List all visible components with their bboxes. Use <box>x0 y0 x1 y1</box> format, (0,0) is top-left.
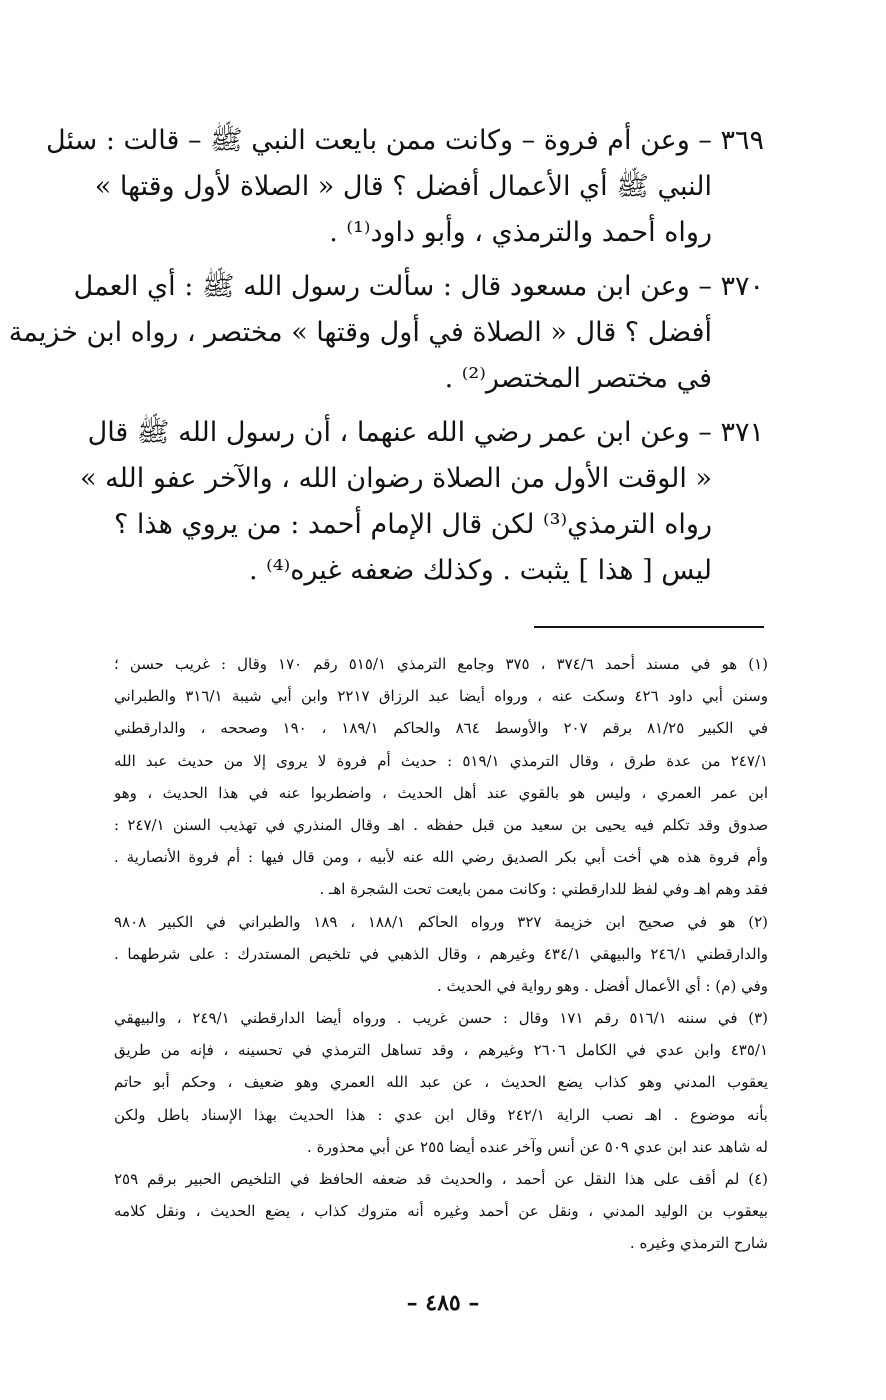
footnote-line: والدارقطني ٢٤٦/١ والبيهقي ٤٣٤/١ وغيرهم ، وقال الذهبي في تلخيص المستدرك : على شرطهما . <box>114 944 768 963</box>
footnotes <box>114 648 768 1260</box>
footnote-line: وسنن أبي داود ٤٢٦ وسكت عنه ، ورواه أيضا عبد الرزاق ٢٢١٧ وابن أبي شيبة ٣١٦/١ والطبراني <box>114 687 768 706</box>
hadith-line: النبي ﷺ أي الأعمال أفضل ؟ قال « الصلاة لأول وقتها » <box>94 171 712 202</box>
hadith-line: ٣٧٠ – وعن ابن مسعود قال : سألت رسول الله ﷺ : أي العمل <box>73 271 764 302</box>
footnote-1 <box>114 648 768 906</box>
footnote-line: له شاهد عند ابن عدي ٥٠٩ عن أنس وآخر عنده أيضا ٢٥٥ عن أبي محذورة . <box>307 1137 768 1156</box>
footnote-line: شارح الترمذي وغيره . <box>629 1234 768 1253</box>
footnote-line: (٣) في سننه ٥١٦/١ رقم ١٧١ وقال : حسن غريب . ورواه أيضا الدارقطني ٢٤٩/١ ، والبيهقي <box>114 1009 769 1028</box>
page-number: – ٤٨٥ – <box>406 1290 480 1316</box>
footnote-line: ٢٤٧/١ من عدة طرق ، وقال الترمذي ٥١٩/١ : حديث أم فروة لا يروى إلا من حديث عبد الله <box>114 751 769 770</box>
hadith-371 <box>80 410 764 594</box>
hadith-line: رواه أحمد والترمذي ، وأبو داود⁽¹⁾ . <box>329 217 712 248</box>
footnote-line: ابن عمر العمري ، وليس هو بالقوي عند أهل الحديث ، واضطربوا عنه في هذا الحديث ، وهو <box>114 783 768 802</box>
footnote-line: بيعقوب بن الوليد المدني ، ونقل عن أحمد وغيره أنه متروك كذاب ، يضع الحديث ، ونقل كلامه <box>114 1202 768 1221</box>
footnote-line: بأنه موضوع . اهـ نصب الراية ٢٤٢/١ وقال ابن عدي : هذا الحديث بهذا الإسناد باطل ولكن <box>114 1105 768 1124</box>
footnote-4 <box>114 1163 768 1260</box>
footnote-3 <box>114 1002 768 1163</box>
hadith-line: ٣٧١ – وعن ابن عمر رضي الله عنهما ، أن رسول الله ﷺ قال <box>87 417 764 448</box>
footnote-line: ٤٣٥/١ وابن عدي في الكامل ٢٦٠٦ وغيرهم ، وقد تساهل الترمذي في تحسينه ، فإنه من طريق <box>114 1041 768 1060</box>
hadith-section <box>8 118 764 602</box>
footnote-divider <box>534 626 764 628</box>
footnote-line: في الكبير ٨١/٢٥ برقم ٢٠٧ والأوسط ٨٦٤ والحاكم ١٨٩/١ ، ١٩٠ وصححه ، والدارقطني <box>114 719 768 738</box>
hadith-line: ليس [ هذا ] يثبت . وكذلك ضعفه غيره⁽⁴⁾ . <box>248 555 712 586</box>
footnote-line: (٢) هو في صحيح ابن خزيمة ٣٢٧ ورواه الحاكم ١٨٨/١ ، ١٨٩ والطبراني في الكبير ٩٨٠٨ <box>114 912 769 931</box>
footnote-line: يعقوب المدني وهو كذاب يضع الحديث ، عن عبد الله العمري وهو ضعيف ، وحكم أبو حاتم <box>114 1073 768 1092</box>
hadith-line: في مختصر المختصر⁽²⁾ . <box>444 363 712 394</box>
footnote-line: وأم فروة هذه هي أخت أبي بكر الصديق رضي الله عنه لأبيه ، ومن قال فيها : أم فروة الأنصارية . <box>114 848 768 867</box>
footnote-2 <box>114 906 768 1003</box>
hadith-line: ٣٦٩ – وعن أم فروة – وكانت ممن بايعت النبي ﷺ – قالت : سئل <box>46 125 764 156</box>
footnote-line: صدوق وقد تكلم فيه يحيى بن سعيد من قبل حفظه . اهـ وقال المنذري في تهذيب السنن ٢٤٧/١ : <box>114 815 768 834</box>
hadith-369 <box>46 118 764 256</box>
hadith-line: « الوقت الأول من الصلاة رضوان الله ، والآخر عفو الله » <box>80 463 712 494</box>
hadith-line: رواه الترمذي⁽³⁾ لكن قال الإمام أحمد : من يروي هذا ؟ <box>114 509 712 540</box>
footnote-line: (١) هو في مسند أحمد ٣٧٤/٦ ، ٣٧٥ وجامع الترمذي ٥١٥/١ رقم ١٧٠ وقال : غريب حسن ؛ <box>114 655 768 673</box>
footnote-line: (٤) لم أقف على هذا النقل عن أحمد ، والحديث قد ضعفه الحافظ في التلخيص الحبير برقم ٢٥٩ <box>114 1170 768 1188</box>
footnote-line: وفي (م) : أي الأعمال أفضل . وهو رواية في الحديث . <box>436 976 768 995</box>
hadith-line: أفضل ؟ قال « الصلاة في أول وقتها » مختصر ، رواه ابن خزيمة <box>8 317 712 348</box>
hadith-370 <box>8 264 764 402</box>
footnote-line: فقد وهم اهـ وفي لفظ للدارقطني : وكانت ممن بايعت تحت الشجرة اهـ . <box>319 880 768 899</box>
